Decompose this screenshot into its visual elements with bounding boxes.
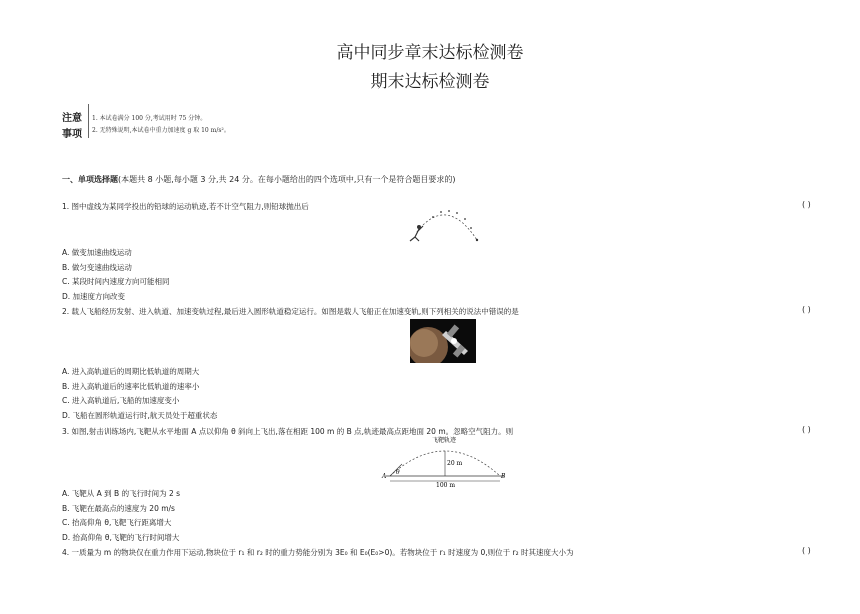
notice-label-bottom: 事项 [62, 129, 82, 140]
section-heading [62, 174, 456, 185]
question-1-option-a[interactable]: A. 做变加速曲线运动 [62, 248, 132, 257]
question-3-option-c[interactable]: C. 抬高仰角 θ,飞靶飞行距离增大 [62, 518, 172, 527]
question-2-option-a[interactable]: A. 进入高轨道后的周期比低轨道的周期大 [62, 367, 200, 376]
question-3-width-label: 100 m [436, 482, 456, 488]
section-title: 一、单项选择题 [62, 175, 118, 184]
question-2-spacecraft-photo [410, 319, 476, 363]
notice-line-2: 2. 无特殊说明,本试卷中重力加速度 g 取 10 m/s²。 [92, 127, 230, 134]
question-1-answer-paren[interactable]: ( ) [802, 200, 811, 209]
question-1-option-c[interactable]: C. 某段时间内速度方向可能相同 [62, 277, 170, 286]
page-subtitle: 期末达标检测卷 [370, 72, 490, 92]
notice-bracket [88, 104, 91, 138]
question-3-answer-paren[interactable]: ( ) [802, 425, 811, 434]
question-3-height-label: 20 m [447, 460, 463, 467]
notice-label-top: 注意 [62, 113, 82, 124]
question-4-answer-paren[interactable]: ( ) [802, 546, 811, 555]
question-3-figure [380, 434, 510, 488]
question-3-option-a[interactable]: A. 飞靶从 A 到 B 的飞行时间为 2 s [62, 489, 181, 498]
question-3-point-a: A [382, 473, 387, 480]
question-4-stem: 4. 一质量为 m 的物块仅在重力作用下运动,物块位于 r₁ 和 r₂ 时的重力势能分别为 3E₀ 和 E₀(E₀>0)。若物块位于 r₁ 时速度为 0,则位于 r₂ 时其速度大小为 [62, 548, 574, 557]
question-2-answer-paren[interactable]: ( ) [802, 305, 811, 314]
question-1-option-b[interactable]: B. 做匀变速曲线运动 [62, 263, 132, 272]
section-rule: (本题共 8 小题,每小题 3 分,共 24 分。在每小题给出的四个选项中,只有一个是符合题目要求的) [118, 175, 456, 184]
question-1-figure [405, 207, 485, 247]
question-3-option-b[interactable]: B. 飞靶在最高点的速度为 20 m/s [62, 504, 175, 513]
question-1-option-d[interactable]: D. 加速度方向改变 [62, 292, 126, 301]
page-title: 高中同步章末达标检测卷 [336, 43, 524, 63]
question-3-stem: 3. 如图,射击训练场内,飞靶从水平地面 A 点以仰角 θ 斜向上飞出,落在相距 100 m 的 B 点,轨迹最高点距地面 20 m。忽略空气阻力。则 [62, 427, 514, 436]
question-3-point-b: B [501, 473, 506, 480]
question-3-option-d[interactable]: D. 抬高仰角 θ,飞靶的飞行时间增大 [62, 533, 180, 542]
notice-line-1: 1. 本试卷满分 100 分,考试用时 75 分钟。 [92, 115, 207, 122]
question-2-option-b[interactable]: B. 进入高轨道后的速率比低轨道的速率小 [62, 382, 200, 391]
question-2-stem: 2. 载人飞船经历发射、进入轨道、加速变轨过程,最后进入圆形轨道稳定运行。如图是载人飞船正在加速变轨,则下列相关的说法中错误的是 [62, 307, 519, 316]
question-1-stem: 1. 图中虚线为某同学投出的铅球的运动轨迹,若不计空气阻力,则铅球抛出后 [62, 202, 309, 211]
question-2-option-d[interactable]: D. 飞船在圆形轨道运行时,航天员处于超重状态 [62, 411, 218, 420]
question-3-trajectory-label: 飞靶轨迹 [432, 437, 457, 444]
question-2-option-c[interactable]: C. 进入高轨道后,飞船的加速度变小 [62, 396, 180, 405]
question-3-angle: θ [396, 469, 400, 476]
